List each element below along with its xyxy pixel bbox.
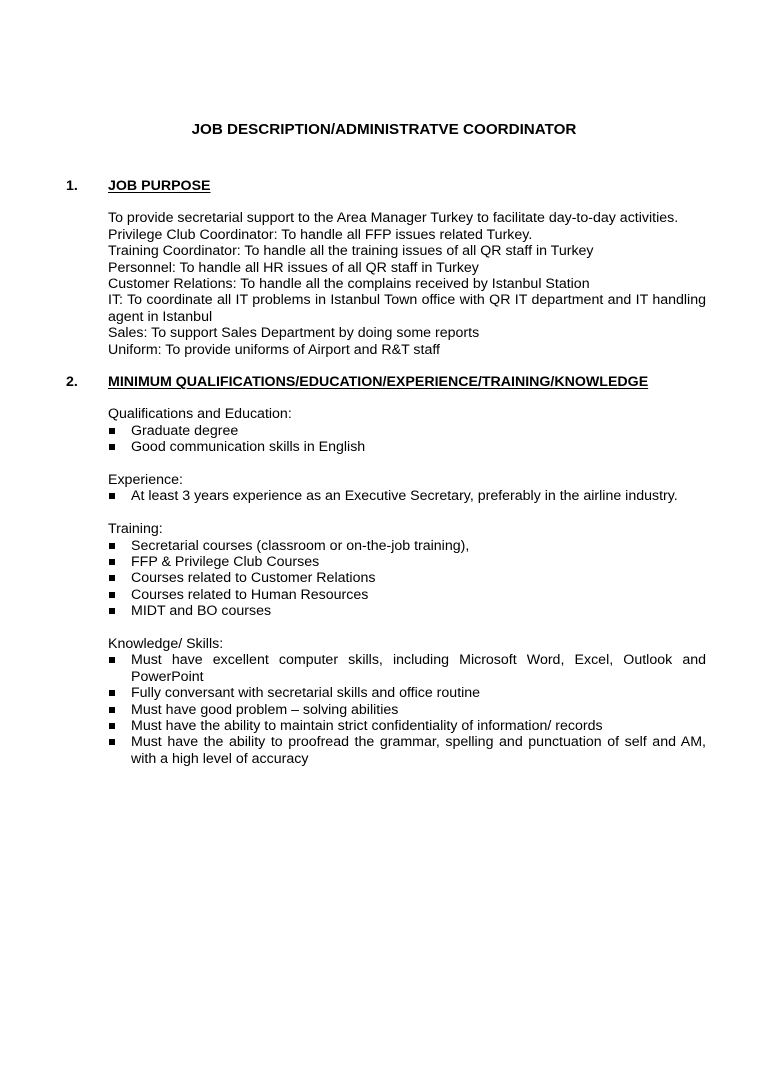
section-body <box>108 210 706 358</box>
square-bullet-icon <box>109 739 115 745</box>
bullet-list <box>108 488 706 504</box>
square-bullet-icon <box>109 428 115 434</box>
section-heading: MINIMUM QUALIFICATIONS/EDUCATION/EXPERIENCE/TRAINING/KNOWLEDGE <box>108 374 649 390</box>
list-item-text: Must have good problem – solving abilities <box>131 701 399 718</box>
list-item <box>108 603 706 619</box>
bullet-list <box>108 538 706 620</box>
group-label: Knowledge/ Skills: <box>108 636 224 653</box>
square-bullet-icon <box>109 559 115 565</box>
section-number: 1. <box>66 178 78 194</box>
list-item <box>108 685 706 701</box>
purpose-line: Uniform: To provide uniforms of Airport and R&T staff <box>108 341 440 358</box>
purpose-line: Customer Relations: To handle all the complains received by Istanbul Station <box>108 276 590 293</box>
section-minimum-qualifications <box>66 374 706 767</box>
list-item-text: Secretarial courses (classroom or on-the-job training), <box>131 537 470 554</box>
group-label: Experience: <box>108 472 183 489</box>
document-title: JOB DESCRIPTION/ADMINISTRATVE COORDINATOR <box>191 121 577 138</box>
list-item <box>108 554 706 570</box>
list-item-text: Graduate degree <box>131 422 239 439</box>
purpose-line: Privilege Club Coordinator: To handle all FFP issues related Turkey. <box>108 226 533 243</box>
section-number: 2. <box>66 374 78 390</box>
bullet-list <box>108 423 706 456</box>
list-item <box>108 538 706 554</box>
square-bullet-icon <box>109 657 115 663</box>
training-group <box>108 521 706 619</box>
list-item <box>108 488 706 504</box>
list-item <box>108 702 706 718</box>
experience-group <box>108 472 706 505</box>
list-item <box>108 439 706 455</box>
list-item-text: Must have the ability to proofread the grammar, spelling and punctuation of self and AM, with a high level of accuracy <box>131 734 706 767</box>
qualifications-group <box>108 406 706 455</box>
list-item <box>108 570 706 586</box>
section-heading: JOB PURPOSE <box>108 178 211 194</box>
purpose-line: To provide secretarial support to the Area Manager Turkey to facilitate day-to-day activities. <box>108 210 679 227</box>
list-item-text: Good communication skills in English <box>131 439 366 456</box>
list-item <box>108 652 706 685</box>
square-bullet-icon <box>109 592 115 598</box>
list-item-text: FFP & Privilege Club Courses <box>131 554 320 571</box>
group-label: Qualifications and Education: <box>108 406 292 423</box>
purpose-line: Training Coordinator: To handle all the training issues of all QR staff in Turkey <box>108 243 594 260</box>
list-item <box>108 734 706 767</box>
list-item-text: At least 3 years experience as an Executive Secretary, preferably in the airline industry. <box>131 488 678 505</box>
square-bullet-icon <box>109 543 115 549</box>
square-bullet-icon <box>109 690 115 696</box>
square-bullet-icon <box>109 493 115 499</box>
list-item-text: Must have the ability to maintain strict confidentiality of information/ records <box>131 718 603 735</box>
list-item-text: Fully conversant with secretarial skills and office routine <box>131 685 481 702</box>
square-bullet-icon <box>109 444 115 450</box>
list-item-text: MIDT and BO courses <box>131 603 272 620</box>
section-body <box>108 406 706 767</box>
list-item <box>108 423 706 439</box>
list-item-text: Must have excellent computer skills, including Microsoft Word, Excel, Outlook and PowerPoint <box>131 652 706 685</box>
group-label: Training: <box>108 521 163 538</box>
square-bullet-icon <box>109 575 115 581</box>
purpose-line: Personnel: To handle all HR issues of all QR staff in Turkey <box>108 259 479 276</box>
list-item <box>108 587 706 603</box>
list-item-text: Courses related to Human Resources <box>131 586 369 603</box>
section-job-purpose <box>66 178 706 358</box>
purpose-line: IT: To coordinate all IT problems in Istanbul Town office with QR IT department and IT handling agent in Istanbul <box>108 292 706 325</box>
list-item-text: Courses related to Customer Relations <box>131 570 376 587</box>
square-bullet-icon <box>109 723 115 729</box>
square-bullet-icon <box>109 608 115 614</box>
purpose-line: Sales: To support Sales Department by doing some reports <box>108 325 480 342</box>
knowledge-skills-group <box>108 636 706 767</box>
bullet-list <box>108 652 706 767</box>
list-item <box>108 718 706 734</box>
square-bullet-icon <box>109 707 115 713</box>
